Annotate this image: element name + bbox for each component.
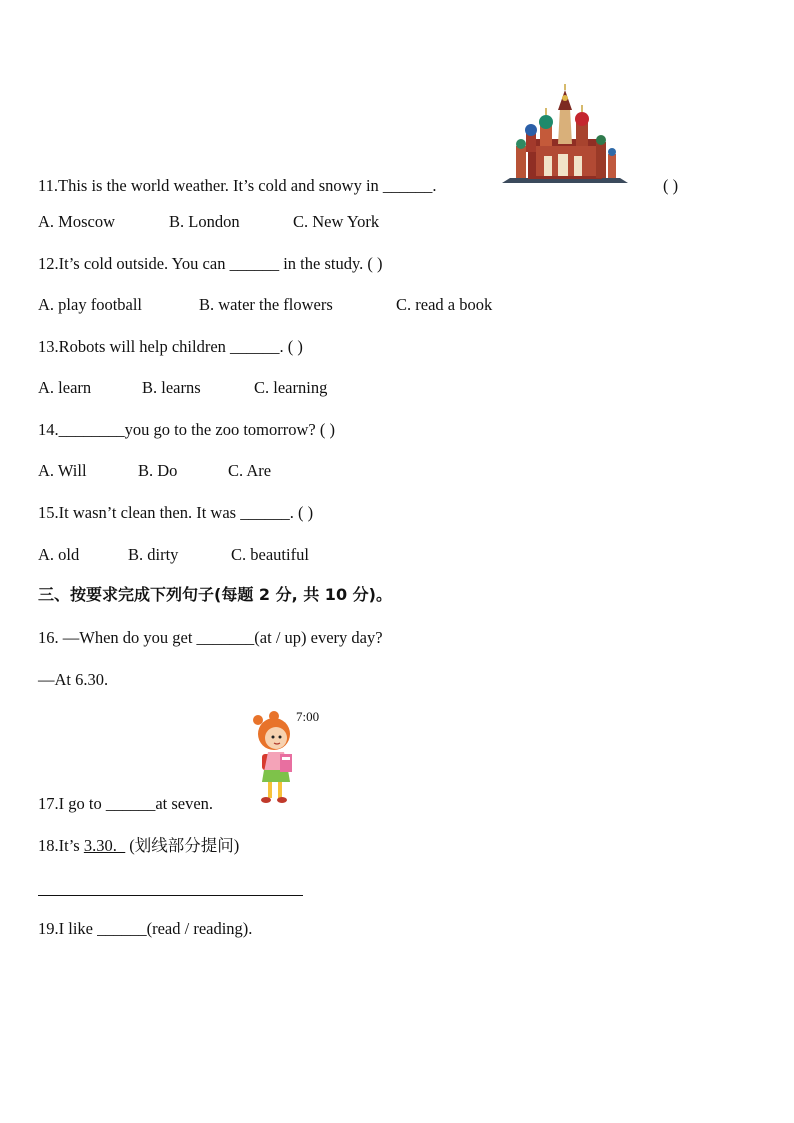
- option-15-c[interactable]: C. beautiful: [231, 545, 309, 564]
- question-13: 13.Robots will help children ______. ( ): [38, 337, 303, 356]
- option-11-a[interactable]: A. Moscow: [38, 212, 115, 231]
- question-18: [38, 836, 239, 856]
- question-18-underlined: 3.30._: [83, 836, 126, 855]
- question-18-prefix: 18.It’s: [38, 836, 84, 855]
- option-11-b[interactable]: B. London: [169, 212, 240, 231]
- option-14-b[interactable]: B. Do: [138, 461, 178, 480]
- question-12: 12.It’s cold outside. You can ______ in the study. ( ): [38, 254, 383, 273]
- answer-line-18[interactable]: [38, 895, 303, 896]
- option-15-b[interactable]: B. dirty: [128, 545, 179, 564]
- question-17: 17.I go to ______at seven.: [38, 794, 214, 813]
- option-12-a[interactable]: A. play football: [38, 295, 143, 314]
- option-15-a[interactable]: A. old: [38, 545, 80, 564]
- question-15: 15.It wasn’t clean then. It was ______. ( ): [38, 503, 314, 522]
- cathedral-illustration: [500, 84, 630, 186]
- question-18-instruction: (划线部分提问): [125, 836, 240, 855]
- option-11-c[interactable]: C. New York: [293, 212, 380, 231]
- option-12-c[interactable]: C. read a book: [396, 295, 493, 314]
- option-13-a[interactable]: A. learn: [38, 378, 92, 397]
- option-14-a[interactable]: A. Will: [38, 461, 87, 480]
- section-3-heading: 三、按要求完成下列句子(每题 2 分, 共 10 分)。: [38, 585, 392, 604]
- option-13-b[interactable]: B. learns: [142, 378, 201, 397]
- question-16: 16. —When do you get _______(at / up) every day?: [38, 628, 383, 647]
- question-11: 11.This is the world weather. It’s cold and snowy in ______.: [38, 176, 437, 195]
- clock-time-label: 7:00: [296, 709, 320, 724]
- answer-paren-11[interactable]: ( ): [663, 176, 679, 195]
- question-16-answer: —At 6.30.: [38, 670, 109, 689]
- question-19: 19.I like ______(read / reading).: [38, 919, 253, 938]
- option-12-b[interactable]: B. water the flowers: [199, 295, 333, 314]
- option-13-c[interactable]: C. learning: [254, 378, 328, 397]
- question-14: 14.________you go to the zoo tomorrow? ( ): [38, 420, 335, 439]
- girl-reading-illustration: [250, 710, 300, 808]
- option-14-c[interactable]: C. Are: [228, 461, 272, 480]
